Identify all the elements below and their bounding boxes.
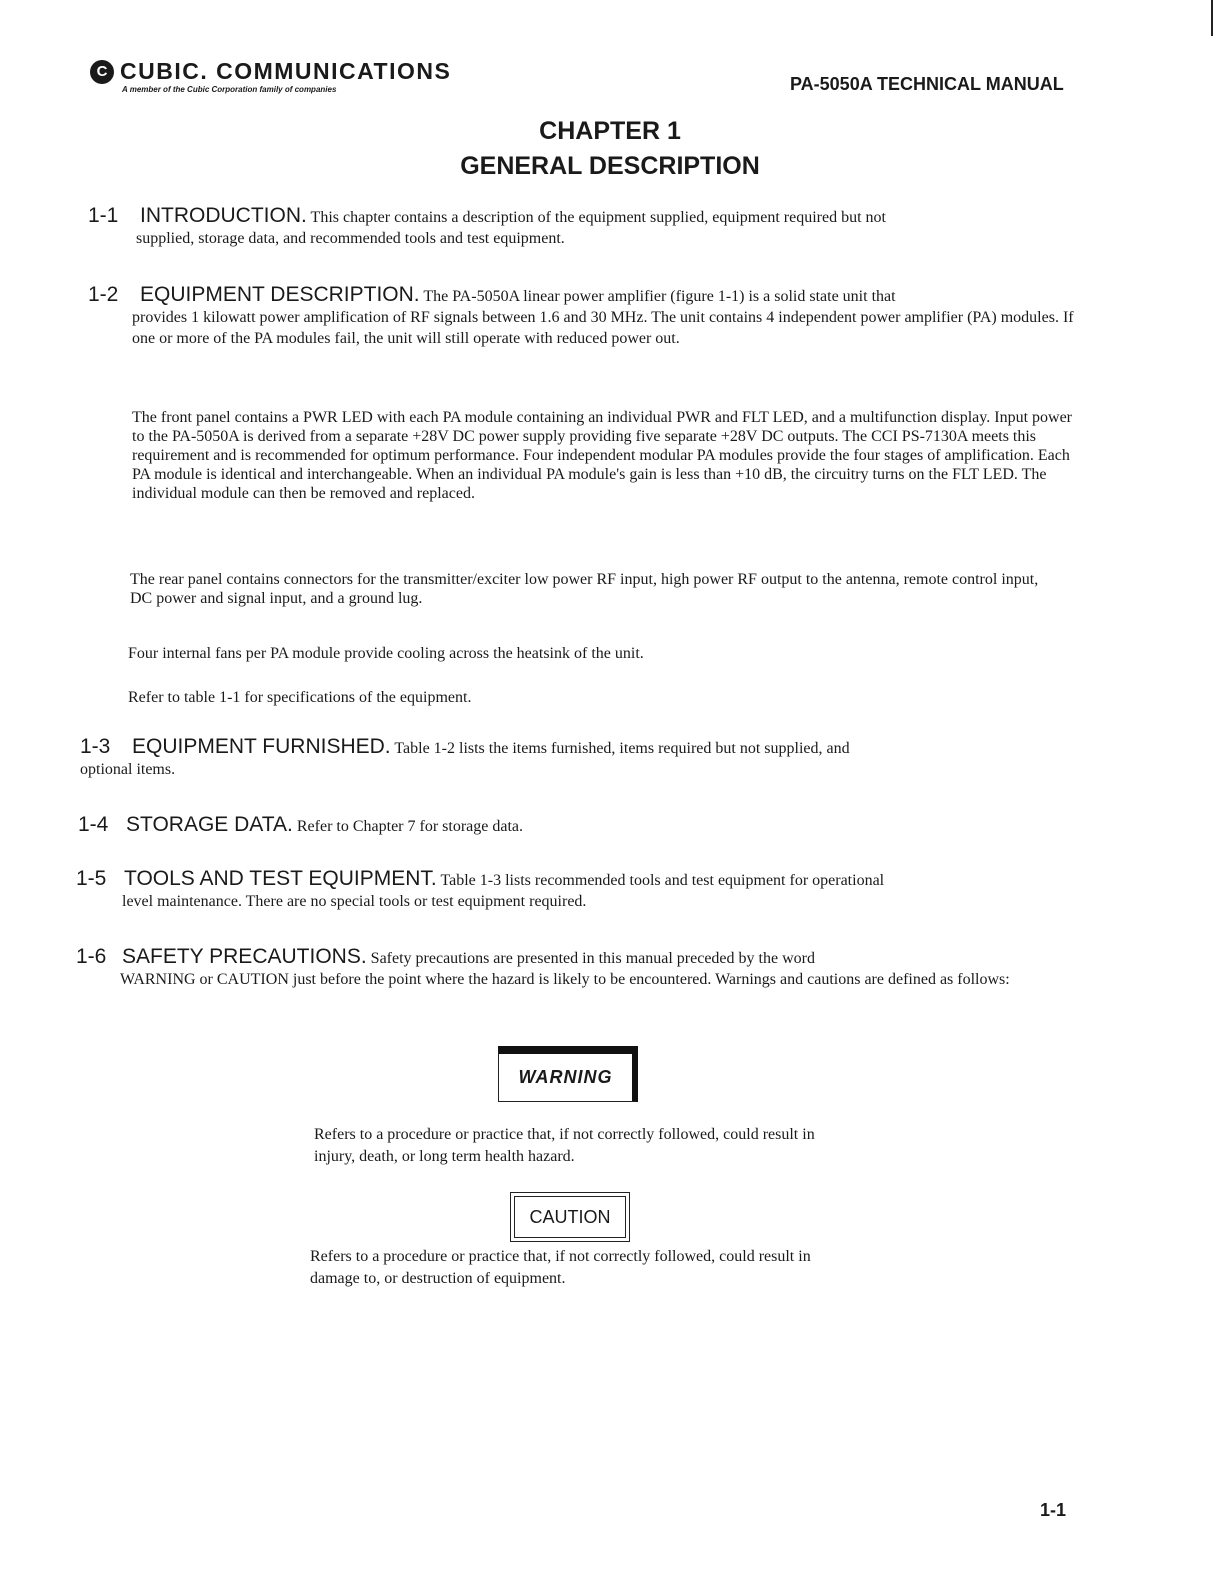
warning-label: WARNING — [518, 1067, 613, 1087]
section-heading: TOOLS AND TEST EQUIPMENT. — [124, 867, 437, 890]
section-storage-data — [78, 814, 1068, 837]
section-lead-text: Refer to Chapter 7 for storage data. — [296, 818, 524, 835]
section-body-text: supplied, storage data, and recommended tools and test equipment. — [136, 230, 565, 247]
section-body-text: provides 1 kilowatt power amplification of RF signals between 1.6 and 30 MHz. The unit contains 4 independent power amplifier (PA) modules. If one or more of the PA modules fail, the unit will still operate with reduced power out. — [132, 309, 1074, 347]
section-heading: EQUIPMENT FURNISHED. — [132, 735, 391, 758]
page-number: 1-1 — [1040, 1500, 1067, 1520]
section-number: 1-6 — [76, 945, 107, 968]
section-lead-text: This chapter contains a description of the equipment supplied, equipment required but not — [310, 209, 886, 226]
chapter-title: GENERAL DESCRIPTION — [460, 152, 760, 180]
caution-definition: Refers to a procedure or practice that, if not correctly followed, could result in damage to, or destruction of equipment. — [310, 1248, 811, 1287]
company-tagline: A member of the Cubic Corporation family of companies — [122, 85, 337, 94]
caution-box — [510, 1192, 630, 1242]
section-heading: STORAGE DATA. — [126, 813, 293, 836]
company-logo — [90, 58, 451, 94]
paragraph-front-panel: The front panel contains a PWR LED with each PA module containing an individual PWR and FLT LED, and a multifunction display. Input power to the PA-5050A is derived from a separate +28V DC power supply providing five separate +28V DC outputs. The CCI PS-7130A meets this requirement and is recommended for optimum performance. Four independent modular PA modules provide the four stages of amplification. Each PA module is identical and interchangeable. When an individual PA module's gain is less than +10 dB, the circuitry turns on the FLT LED. The individual module can then be removed and replaced. — [132, 409, 1072, 502]
section-lead-text: Table 1-3 lists recommended tools and test equipment for operational — [440, 872, 885, 889]
section-number: 1-1 — [88, 204, 119, 227]
section-safety-precautions — [76, 946, 1076, 990]
paragraph-table-reference: Refer to table 1-1 for specifications of the equipment. — [128, 689, 472, 706]
cubic-logo-icon: C — [90, 60, 114, 84]
section-number: 1-4 — [78, 813, 109, 836]
chapter-number: CHAPTER 1 — [539, 117, 681, 145]
section-heading: EQUIPMENT DESCRIPTION. — [140, 283, 420, 306]
section-heading: SAFETY PRECAUTIONS. — [122, 945, 367, 968]
section-number: 1-3 — [80, 735, 111, 758]
section-number: 1-5 — [76, 867, 107, 890]
section-equipment-furnished — [80, 736, 1070, 780]
section-introduction — [88, 205, 1078, 249]
manual-title: PA-5050A TECHNICAL MANUAL — [790, 74, 1064, 94]
paragraph-fans: Four internal fans per PA module provide cooling across the heatsink of the unit. — [128, 645, 644, 662]
section-body-text: optional items. — [80, 761, 176, 778]
section-equipment-description — [88, 284, 1083, 349]
section-number: 1-2 — [88, 283, 119, 306]
section-lead-text: Safety precautions are presented in this manual preceded by the word — [370, 950, 815, 967]
caution-label: CAUTION — [529, 1206, 611, 1227]
section-body-text: level maintenance. There are no special tools or test equipment required. — [122, 893, 587, 910]
warning-definition: Refers to a procedure or practice that, if not correctly followed, could result in injury, death, or long term health hazard. — [314, 1126, 815, 1165]
section-body-text: WARNING or CAUTION just before the point where the hazard is likely to be encountered. Warnings and cautions are defined as follows: — [120, 971, 1010, 988]
scan-edge-mark — [1211, 0, 1213, 36]
company-name: CUBIC. COMMUNICATIONS — [120, 58, 452, 84]
section-heading: INTRODUCTION. — [140, 204, 307, 227]
section-lead-text: The PA-5050A linear power amplifier (figure 1-1) is a solid state unit that — [423, 288, 896, 305]
caution-inner-frame — [514, 1196, 626, 1238]
paragraph-rear-panel: The rear panel contains connectors for the transmitter/exciter low power RF input, high power RF output to the antenna, remote control input, DC power and signal input, and a ground lug. — [130, 571, 1039, 607]
section-tools-test-equipment — [76, 868, 1076, 912]
section-lead-text: Table 1-2 lists the items furnished, items required but not supplied, and — [394, 740, 850, 757]
warning-box — [498, 1046, 638, 1102]
